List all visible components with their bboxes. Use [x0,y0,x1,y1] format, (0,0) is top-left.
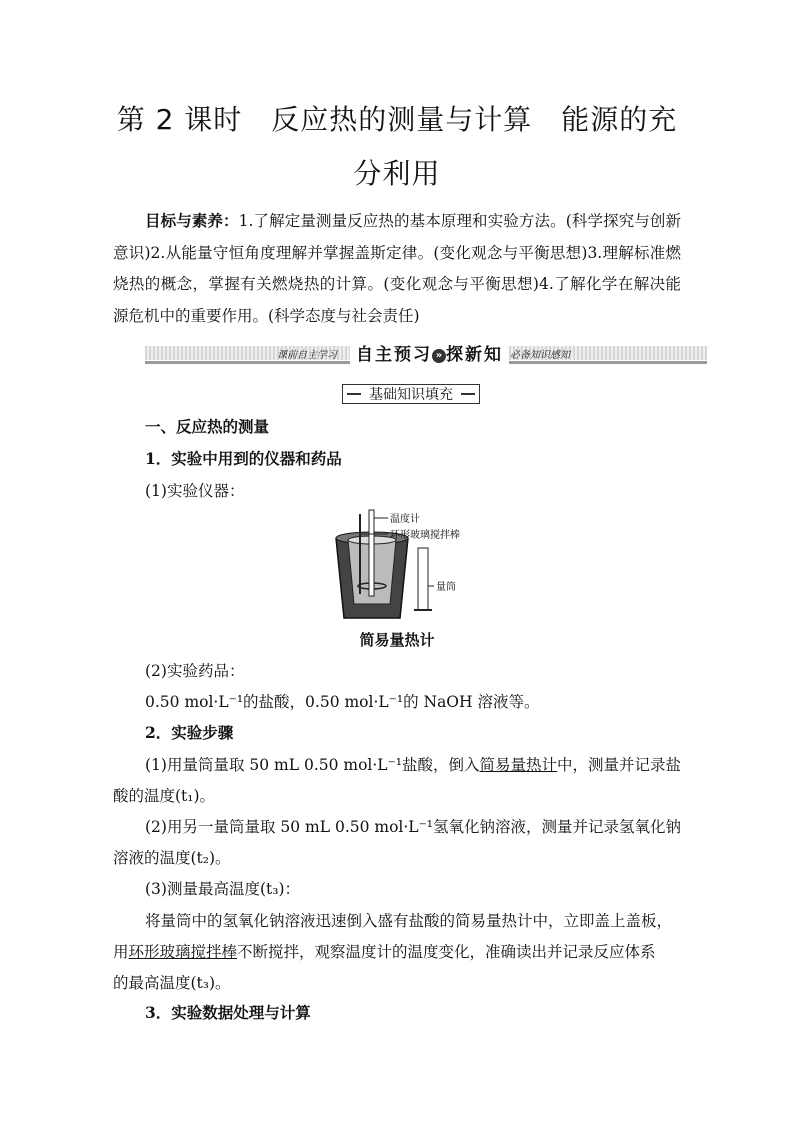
banner-title-b: 探新知 [446,345,503,365]
step-1-a: (1)用量筒量取 50 mL 0.50 mol·L⁻¹盐酸，倒入 [145,756,480,774]
step-3-line-3: 的最高温度(t₃)。 [113,974,231,992]
objectives-text: 1.了解定量测量反应热的基本原理和实验方法。(科学探究与创新意识)2.从能量守恒角度理解并掌握盖斯定律。(变化观念与平衡思想)3.理解标准燃烧热的概念，掌握有关燃烧热的计算。(变化观念与平衡思想)4.了解化学在解决能源危机中的重要作用。(科学态度与社会责任) [113,212,681,325]
banner-right-text: 必备知识感知 [510,350,570,361]
reagents-text: 0.50 mol·L⁻¹的盐酸，0.50 mol·L⁻¹的 NaOH 溶液等。 [145,693,540,711]
page-title-line-1: 第 2 课时 反应热的测量与计算 能源的充 [116,103,678,136]
calorimeter-figure [330,508,490,626]
heading-instruments-reagents: 1．实验中用到的仪器和药品 [145,449,342,468]
figure-caption: 简易量热计 [359,631,435,649]
heading-reaction-heat-measurement: 一、反应热的测量 [145,417,270,436]
step-3-line-2 [113,941,656,963]
label-stirrer: 环形玻璃搅拌棒 [390,530,460,541]
step-1-line-2: 酸的温度(t₁)。 [113,787,216,805]
thermometer [369,510,374,596]
step-3-underlined: 环形玻璃搅拌棒 [128,943,238,961]
step-3-line-2-a: 用 [113,943,129,961]
step-3-line-2-b: 不断搅拌，观察温度计的温度变化，准确读出并记录反应体系 [237,943,656,961]
heading-steps: 2．实验步骤 [145,723,234,742]
page-title-line-2: 分利用 [353,157,441,190]
label-reagents: (2)实验药品： [145,662,245,680]
heading-data-processing: 3．实验数据处理与计算 [145,1003,311,1022]
step-3-heading: (3)测量最高温度(t₃)： [145,880,300,898]
section-tag: 基础知识填充 [342,384,480,404]
step-1-underlined: 简易量热计 [479,756,558,774]
step-2-line-2: 溶液的温度(t₂)。 [113,849,231,867]
step-2-line-1: (2)用另一量筒量取 50 mL 0.50 mol·L⁻¹氢氧化钠溶液，测量并记录氢氧化钠 [145,818,681,836]
label-instruments: (1)实验仪器： [145,482,245,500]
step-1-b: 中，测量并记录盐 [557,756,682,774]
graduated-cylinder [418,548,428,610]
banner-title [350,340,509,365]
objectives-paragraph [113,205,681,332]
step-1-line-1 [145,754,681,776]
banner-left-text: 课前自主学习 [277,350,337,361]
objectives-label: 目标与素养： [145,211,239,230]
section-banner [145,340,707,366]
label-cylinder: 量筒 [436,582,456,593]
banner-arrow-icon: » [432,349,446,363]
label-thermometer: 温度计 [390,514,420,525]
banner-title-a: 自主预习 [356,345,432,365]
step-3-line-1: 将量筒中的氢氧化钠溶液迅速倒入盛有盐酸的简易量热计中，立即盖上盖板， [145,912,673,930]
